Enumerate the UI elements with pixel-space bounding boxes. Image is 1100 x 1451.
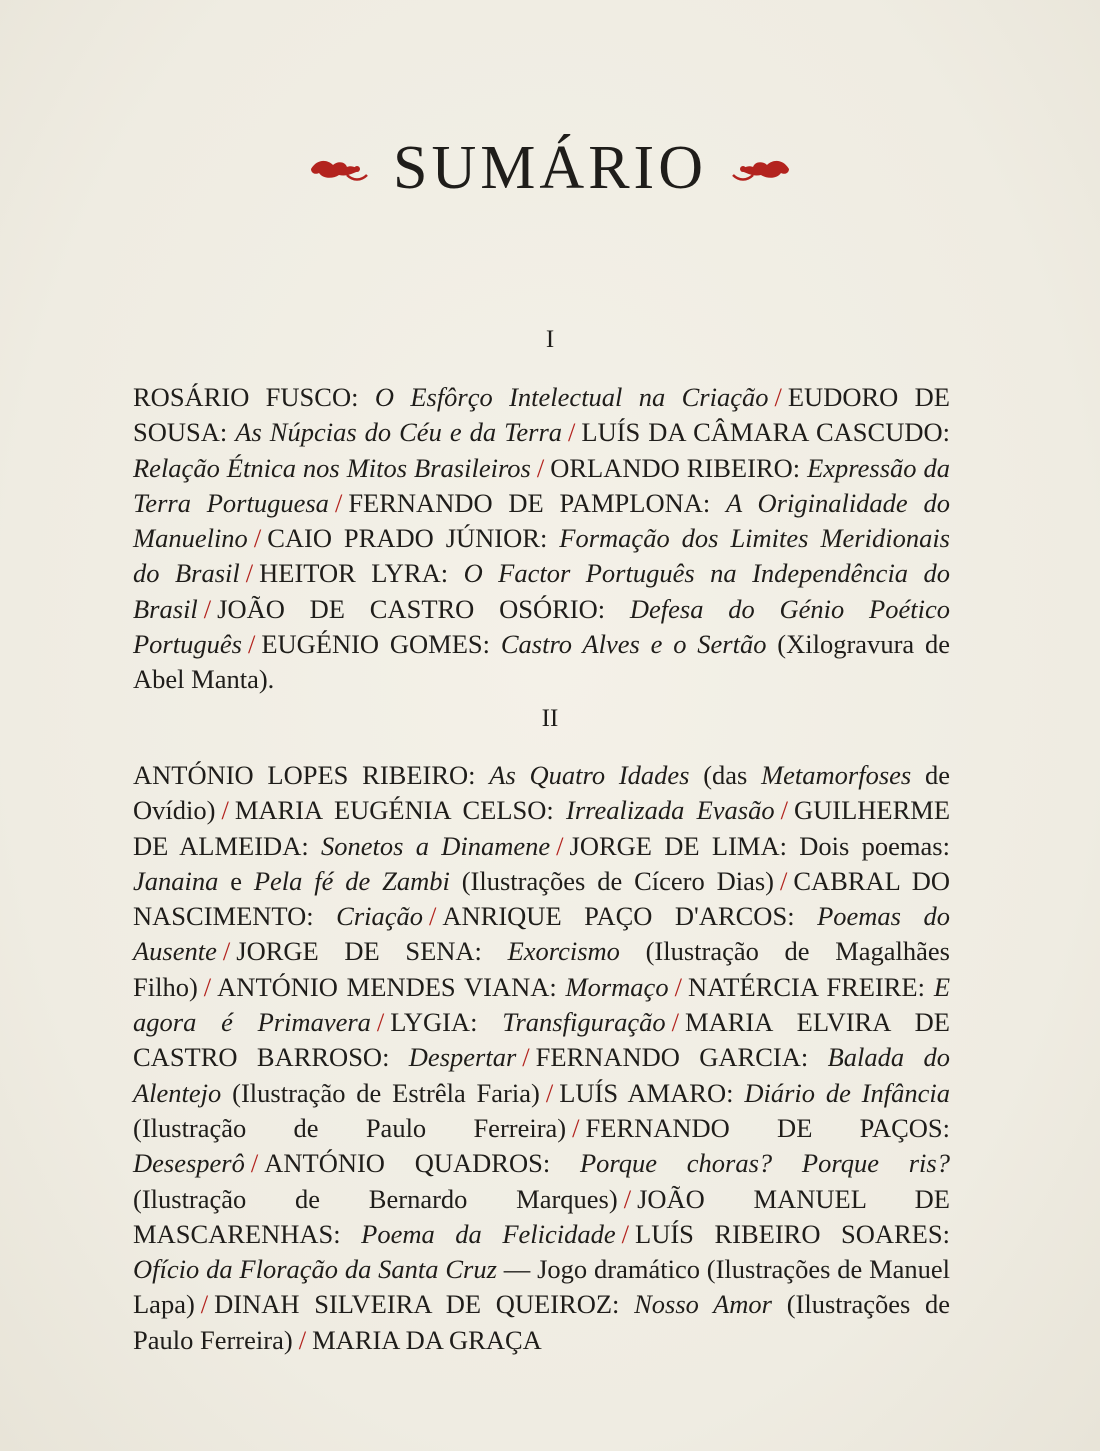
work-title: Poema da Felicidade bbox=[361, 1218, 616, 1249]
conjunction: e bbox=[230, 865, 242, 896]
separator-slash: / bbox=[253, 523, 262, 554]
work-title: Relação Étnica nos Mitos Brasileiros bbox=[133, 452, 531, 483]
work-note: Dois poemas bbox=[799, 830, 943, 861]
fleuron-right-icon bbox=[729, 151, 793, 185]
author-name: EUDORO DE SOUSA bbox=[133, 382, 950, 448]
toc-entry: CAIO PRADO JÚNIOR: Formação dos Limites Meridionais do Brasil bbox=[133, 523, 950, 589]
work-note: (Ilustração de Bernardo Marques) bbox=[133, 1183, 618, 1214]
author-name: NATÉRCIA FREIRE bbox=[687, 971, 918, 1002]
toc-entry: NATÉRCIA FREIRE: E agora é Primavera bbox=[133, 971, 950, 1038]
toc-entry: HEITOR LYRA: O Factor Português na Independência do Brasil bbox=[133, 558, 951, 624]
section-1-contents bbox=[133, 380, 950, 698]
work-title: As Quatro Idades bbox=[489, 760, 690, 790]
toc-entry: JOÃO MANUEL DE MASCARENHAS: Poema da Felicidade bbox=[133, 1183, 950, 1249]
toc-entry: EUDORO DE SOUSA: As Núpcias do Céu e da Terra bbox=[133, 382, 950, 448]
author-name: FERNANDO DE PAMPLONA bbox=[348, 487, 703, 518]
work-note: (Ilustrações de Cícero Dias) bbox=[461, 865, 774, 896]
toc-entry: DINAH SILVEIRA DE QUEIROZ: Nosso Amor (Ilustrações de Paulo Ferreira) bbox=[133, 1289, 950, 1355]
separator-slash: / bbox=[774, 382, 782, 412]
separator-slash: / bbox=[522, 1042, 530, 1073]
author-name: ANRIQUE PAÇO D'ARCOS bbox=[442, 901, 788, 932]
author-name: FERNANDO DE PAÇOS bbox=[585, 1112, 943, 1143]
toc-entry: ANTÓNIO MENDES VIANA: Mormaço bbox=[217, 971, 669, 1002]
separator-slash: / bbox=[671, 1007, 680, 1038]
work-note: (Ilustração de Paulo Ferreira) bbox=[133, 1112, 567, 1143]
work-note: de Ovídio) bbox=[133, 760, 950, 826]
separator-slash: / bbox=[779, 865, 788, 896]
author-name: ORLANDO RIBEIRO bbox=[550, 452, 793, 483]
author-name: LYGIA bbox=[390, 1007, 471, 1038]
separator-slash: / bbox=[200, 1289, 209, 1320]
toc-entry: LYGIA: Transfiguração bbox=[390, 1007, 666, 1038]
section-number-1: I bbox=[545, 326, 555, 353]
work-note: — Jogo dramático (Ilustrações de Manuel Lapa) bbox=[133, 1254, 951, 1320]
work-title: Desesperô bbox=[133, 1148, 245, 1179]
toc-entry bbox=[312, 1325, 542, 1355]
work-note: (Ilustração de Magalhães Filho) bbox=[133, 936, 950, 1002]
author-name: JORGE DE LIMA bbox=[569, 830, 780, 861]
toc-entry: CABRAL DO NASCIMENTO: Criação bbox=[133, 865, 950, 932]
separator-slash: / bbox=[536, 452, 545, 483]
author-name: HEITOR LYRA bbox=[259, 558, 441, 589]
section-number-2: II bbox=[541, 705, 559, 732]
work-title: Sonetos a Dinamene bbox=[320, 830, 551, 861]
author-name: JORGE DE SENA bbox=[236, 936, 475, 967]
separator-slash: / bbox=[623, 1183, 632, 1214]
toc-entry: EUGÉNIO GOMES: Castro Alves e o Sertão (Xilogravura de Abel Manta). bbox=[133, 629, 950, 695]
toc-entry: ANTÓNIO QUADROS: Porque choras? Porque ris? (Ilustração de Bernardo Marques) bbox=[133, 1148, 950, 1214]
separator-slash: / bbox=[222, 936, 231, 967]
separator-slash: / bbox=[780, 795, 788, 826]
work-title: O Factor Português na Independência do Brasil bbox=[133, 558, 951, 624]
author-name: CAIO PRADO JÚNIOR bbox=[267, 523, 540, 554]
author-name: MARIA EUGÉNIA CELSO bbox=[234, 795, 547, 826]
title-row bbox=[0, 128, 1100, 208]
work-title: Castro Alves e o Sertão bbox=[500, 629, 767, 660]
author-name: ANTÓNIO QUADROS bbox=[264, 1148, 543, 1179]
author-name: DINAH SILVEIRA DE QUEIROZ bbox=[214, 1289, 613, 1320]
work-title: Porque choras? Porque ris? bbox=[579, 1148, 950, 1179]
separator-slash: / bbox=[556, 830, 564, 861]
work-note: (Ilustração de Estrêla Faria) bbox=[232, 1077, 540, 1108]
work-title: O Esfôrço Intelectual na Criação bbox=[374, 382, 769, 412]
toc-entry: JORGE DE LIMA: Dois poemas: Janaina e Pela fé de Zambi (Ilustrações de Cícero Dias) bbox=[133, 830, 950, 896]
work-title: Ofício da Floração da Santa Cruz bbox=[133, 1254, 497, 1285]
work-title: Metamorfoses bbox=[761, 760, 912, 790]
toc-entry: ORLANDO RIBEIRO: Expressão da Terra Portuguesa bbox=[133, 452, 950, 518]
separator-slash: / bbox=[245, 558, 254, 589]
work-title: Transfiguração bbox=[502, 1007, 666, 1038]
separator-slash: / bbox=[429, 901, 437, 932]
author-name: JOÃO DE CASTRO OSÓRIO bbox=[217, 593, 598, 624]
toc-entry: FERNANDO GARCIA: Balada do Alentejo (Ilustração de Estrêla Faria) bbox=[133, 1042, 950, 1108]
work-title: E agora é Primavera bbox=[133, 971, 950, 1038]
toc-entry: ANRIQUE PAÇO D'ARCOS: Poemas do Ausente bbox=[133, 901, 950, 967]
author-name: FERNANDO GARCIA bbox=[535, 1042, 801, 1073]
separator-slash: / bbox=[221, 795, 229, 826]
work-title: As Núpcias do Céu e da Terra bbox=[235, 417, 563, 448]
author-name: CABRAL DO NASCIMENTO bbox=[133, 865, 950, 932]
toc-entry: JORGE DE SENA: Exorcismo (Ilustração de Magalhães Filho) bbox=[133, 936, 950, 1002]
separator-slash: / bbox=[298, 1324, 307, 1355]
toc-entry: MARIA ELVIRA DE CASTRO BARROSO: Despertar bbox=[133, 1007, 950, 1073]
work-title: Expressão da Terra Portuguesa bbox=[133, 452, 950, 518]
separator-slash: / bbox=[247, 629, 256, 660]
work-note: (Ilustrações de Paulo Ferreira) bbox=[133, 1289, 950, 1355]
work-title: Irrealizada Evasão bbox=[566, 795, 775, 826]
section-2-contents bbox=[133, 758, 950, 1358]
author-name: JOÃO MANUEL DE MASCARENHAS bbox=[133, 1183, 950, 1249]
work-title: Mormaço bbox=[565, 971, 669, 1002]
page-title: SUMÁRIO bbox=[393, 134, 707, 202]
work-title: Despertar bbox=[408, 1042, 517, 1073]
toc-entry: FERNANDO DE PAMPLONA: A Originalidade do Manuelino bbox=[133, 487, 950, 554]
author-name: GUILHERME DE ALMEIDA bbox=[133, 795, 951, 861]
work-title: Criação bbox=[336, 901, 424, 932]
separator-slash: / bbox=[376, 1007, 385, 1038]
toc-entry: LUÍS RIBEIRO SOARES: Ofício da Floração da Santa Cruz — Jogo dramático (Ilustrações de Manuel Lapa) bbox=[133, 1218, 951, 1320]
work-title: Defesa do Génio Poético Português bbox=[133, 593, 950, 660]
author-name: LUÍS DA CÂMARA CASCUDO bbox=[581, 417, 943, 448]
work-title: Exorcismo bbox=[507, 936, 620, 967]
author-name: ANTÓNIO MENDES VIANA bbox=[217, 971, 550, 1002]
toc-entry: MARIA EUGÉNIA CELSO: Irrealizada Evasão bbox=[234, 795, 775, 826]
toc-entry: LUÍS DA CÂMARA CASCUDO: Relação Étnica nos Mitos Brasileiros bbox=[133, 417, 950, 483]
separator-slash: / bbox=[568, 417, 576, 448]
toc-entry: LUÍS AMARO: Diário de Infância (Ilustração de Paulo Ferreira) bbox=[133, 1077, 950, 1143]
author-name: ANTÓNIO LOPES RIBEIRO bbox=[133, 760, 469, 790]
work-title: Diário de Infância bbox=[744, 1077, 950, 1108]
separator-slash: / bbox=[572, 1112, 580, 1143]
work-title: Formação dos Limites Meridionais do Brasil bbox=[133, 523, 950, 589]
author-name: ROSÁRIO FUSCO bbox=[133, 382, 352, 412]
work-note: (das bbox=[703, 760, 748, 790]
separator-slash: / bbox=[545, 1077, 554, 1108]
work-title: Janaina bbox=[133, 865, 219, 896]
separator-slash: / bbox=[334, 487, 343, 518]
toc-entry: JOÃO DE CASTRO OSÓRIO: Defesa do Génio Poético Português bbox=[133, 593, 950, 660]
work-title: A Originalidade do Manuelino bbox=[133, 487, 950, 554]
toc-entry: FERNANDO DE PAÇOS: Desesperô bbox=[133, 1112, 951, 1179]
toc-entry: GUILHERME DE ALMEIDA: Sonetos a Dinamene bbox=[133, 795, 951, 861]
separator-slash: / bbox=[203, 971, 212, 1002]
author-name: EUGÉNIO GOMES bbox=[261, 629, 483, 660]
fleuron-left-icon bbox=[307, 151, 371, 185]
separator-slash: / bbox=[203, 593, 212, 624]
separator-slash: / bbox=[250, 1148, 259, 1179]
toc-entry: ANTÓNIO LOPES RIBEIRO: As Quatro Idades (das Metamorfoses de Ovídio) bbox=[133, 760, 950, 826]
work-title: Nosso Amor bbox=[634, 1289, 772, 1320]
work-title: Pela fé de Zambi bbox=[253, 865, 450, 896]
work-title: Poemas do Ausente bbox=[133, 901, 950, 967]
author-name: MARIA DA GRAÇA bbox=[312, 1324, 542, 1355]
toc-entry: ROSÁRIO FUSCO: O Esfôrço Intelectual na Criação bbox=[133, 382, 769, 412]
author-name: MARIA ELVIRA DE CASTRO BARROSO bbox=[133, 1007, 950, 1073]
author-name: LUÍS AMARO bbox=[559, 1077, 727, 1108]
author-name: LUÍS RIBEIRO SOARES bbox=[635, 1218, 943, 1249]
separator-slash: / bbox=[621, 1218, 630, 1249]
work-title: Balada do Alentejo bbox=[133, 1042, 950, 1108]
work-note: (Xilogravura de Abel Manta). bbox=[133, 629, 950, 695]
separator-slash: / bbox=[674, 971, 682, 1002]
